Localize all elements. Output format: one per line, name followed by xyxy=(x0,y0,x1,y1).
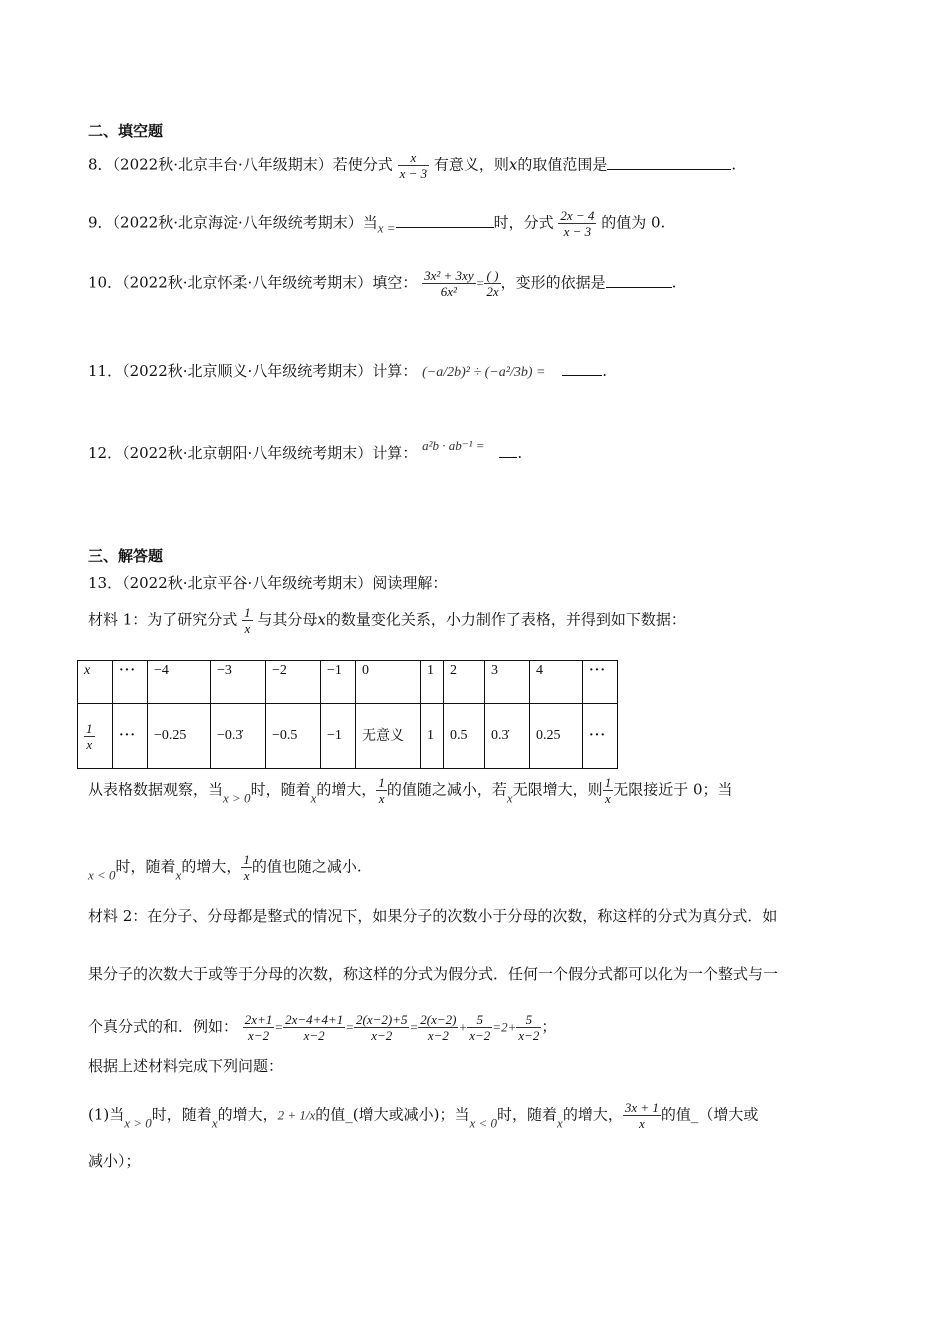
q9-text-3: 的值为 0. xyxy=(601,213,666,232)
table-cell: −0.3̇ xyxy=(211,704,266,769)
m2-eq: = xyxy=(409,1019,419,1035)
question-8 xyxy=(88,150,736,181)
m2-fraction: $\frac{2(x-2)}{x-2}$ xyxy=(420,1012,457,1043)
table-cell: 0.25 xyxy=(530,704,583,769)
data-table xyxy=(77,660,618,769)
obs-var: x xyxy=(175,867,182,883)
q13-number: 13． xyxy=(88,574,123,592)
table-row-x xyxy=(78,661,618,704)
q11-source: （2022秋·北京顺义·八年级统考期末） xyxy=(122,362,373,380)
p1-text: 的值_（增大或 xyxy=(660,1105,759,1124)
m2-fraction: $\frac{5}{x-2}$ xyxy=(518,1012,540,1043)
q10-right-fraction: $\frac{( )}{2x}$ xyxy=(486,268,499,299)
q12-text-1: 计算： xyxy=(372,444,418,462)
q9-text-2: 时，分式 xyxy=(493,213,554,232)
table-cell: ··· xyxy=(583,704,618,769)
section-title-answer: 三、解答题 xyxy=(88,547,164,565)
q11-number: 11． xyxy=(88,362,123,380)
table-cell: 0 xyxy=(356,661,421,704)
m1-text-3: 的数量变化关系，小力制作了表格，并得到如下数据： xyxy=(325,610,686,629)
m2-plus: + xyxy=(507,1019,517,1035)
table-cell: −4 xyxy=(148,661,211,704)
q13-text: 阅读理解： xyxy=(372,574,448,592)
p1-text: 的值_(增大或减小)；当 xyxy=(315,1105,470,1124)
m2-two: 2 xyxy=(501,1019,508,1035)
m2-fraction: $\frac{5}{x-2}$ xyxy=(469,1012,491,1043)
material-2-line-2: 果分子的次数大于或等于分母的次数，称这样的分式为假分式．任何一个假分式都可以化为一个整式与一 xyxy=(88,965,779,983)
observation-line-2 xyxy=(88,852,362,884)
table-cell: 1 xyxy=(421,661,444,704)
obs-condition: x > 0 xyxy=(223,790,251,806)
q9-answer-blank[interactable] xyxy=(396,227,494,228)
q11-end: . xyxy=(602,362,608,380)
m1-var: x xyxy=(317,610,326,629)
part-1-line-2: 减小）； xyxy=(88,1152,141,1170)
obs-text: 无限增大，则 xyxy=(512,780,603,799)
q10-answer-blank[interactable] xyxy=(606,287,672,288)
table-cell: ··· xyxy=(583,661,618,704)
table-head-fraction: $\frac{1}{x}$ xyxy=(86,720,93,752)
table-cell: −1 xyxy=(321,661,356,704)
obs-text: 的值随之减小，若 xyxy=(386,780,507,799)
table-cell: −0.5 xyxy=(266,704,321,769)
q11-text-1: 计算： xyxy=(372,362,418,380)
p1-text: 时，随着 xyxy=(497,1105,558,1124)
q8-number: 8． xyxy=(88,155,113,174)
table-cell: 0.5 xyxy=(444,704,485,769)
obs-text: 时，随着 xyxy=(115,857,176,876)
m2-fraction: $\frac{2(x-2)+5}{x-2}$ xyxy=(356,1012,408,1043)
q8-answer-blank[interactable] xyxy=(607,169,731,170)
q8-text-1: 若使分式 xyxy=(332,155,393,174)
p1-text: 的增大， xyxy=(562,1105,623,1124)
m2-semicolon: ； xyxy=(541,1017,557,1036)
obs-text: 的值也随之减小. xyxy=(251,857,362,876)
m2-fraction: $\frac{2x+1}{x-2}$ xyxy=(244,1012,273,1043)
q9-source: （2022秋·北京海淀·八年级统考期末） xyxy=(112,213,363,232)
table-cell: 3 xyxy=(485,661,530,704)
q13-source: （2022秋·北京平谷·八年级统考期末） xyxy=(122,574,373,592)
p1-expression: 2 + 1/x xyxy=(277,1107,316,1123)
m2-eq: = xyxy=(492,1019,502,1035)
instructions: 根据上述材料完成下列问题： xyxy=(88,1057,284,1075)
q9-fraction: $\frac{2x - 4}{x - 3}$ xyxy=(560,208,595,239)
q8-end: . xyxy=(731,155,737,174)
q10-left-fraction: $\frac{\text{3x² + 3xy}}{\text{6x²}}$ xyxy=(424,268,474,299)
table-cell: −3 xyxy=(211,661,266,704)
q12-number: 12． xyxy=(88,444,123,462)
material-2-line-1: 材料 2：在分子、分母都是整式的情况下，如果分子的次数小于分母的次数，称这样的分式为真分式．如 xyxy=(88,907,778,925)
p1-condition: x < 0 xyxy=(469,1115,498,1131)
p1-condition: x > 0 xyxy=(124,1115,152,1131)
q10-number: 10． xyxy=(88,273,123,292)
m2-plus: + xyxy=(458,1019,468,1035)
part-1-line-1 xyxy=(88,1100,758,1132)
m2-eq: = xyxy=(274,1019,284,1035)
q11-answer-blank[interactable] xyxy=(562,375,602,376)
material-1 xyxy=(88,605,686,636)
q8-fraction: $\frac{x}{x - 3}$ xyxy=(399,150,428,181)
q12-expression: a²b · ab⁻¹ = xyxy=(422,438,485,453)
obs-var: x xyxy=(310,790,317,806)
table-cell xyxy=(78,704,113,769)
question-12 xyxy=(88,438,522,463)
p1-var: x xyxy=(557,1115,563,1131)
obs-fraction: $\frac{1}{x}$ xyxy=(604,775,612,806)
q12-end: . xyxy=(517,444,523,462)
q9-x-equals: x = xyxy=(377,220,396,236)
q8-var: x xyxy=(508,155,518,174)
obs-var: x xyxy=(506,790,513,806)
q10-equals: = xyxy=(475,275,485,291)
m2-fraction: $\frac{2x-4+4+1}{x-2}$ xyxy=(285,1012,344,1043)
p1-fraction: $\frac{3x + 1}{x}$ xyxy=(624,1100,659,1131)
p1-text: 时，随着 xyxy=(151,1105,212,1124)
m2-text: 个真分式的和．例如： xyxy=(88,1017,239,1036)
table-cell: x xyxy=(78,661,113,704)
q10-text-1: 填空： xyxy=(372,273,418,292)
observation-line-1 xyxy=(88,775,733,807)
q8-text-2: 有意义，则 xyxy=(433,155,509,174)
m1-text-1: 材料 1：为了研究分式 xyxy=(88,610,238,629)
question-11 xyxy=(88,360,607,381)
q8-source: （2022秋·北京丰台·八年级期末） xyxy=(112,155,333,174)
obs-text: 从表格数据观察，当 xyxy=(88,780,224,799)
q10-end: . xyxy=(671,273,677,292)
q12-answer-blank[interactable] xyxy=(499,457,517,458)
m2-eq: = xyxy=(345,1019,354,1035)
m1-text-2: 与其分母 xyxy=(257,610,318,629)
p1-var: x xyxy=(211,1115,218,1131)
question-13 xyxy=(88,572,447,593)
q12-source: （2022秋·北京朝阳·八年级统考期末） xyxy=(122,444,373,462)
p1-text: (1)当 xyxy=(88,1105,125,1124)
table-cell: −2 xyxy=(266,661,321,704)
question-9 xyxy=(88,208,665,239)
question-10 xyxy=(88,268,676,299)
q10-text-2: ，变形的依据是 xyxy=(500,273,606,292)
obs-fraction: $\frac{1}{x}$ xyxy=(378,775,385,806)
q10-source: （2022秋·北京怀柔·八年级统考期末） xyxy=(122,273,373,292)
table-cell: 无意义 xyxy=(356,704,421,769)
p1-text: 的增大， xyxy=(217,1105,278,1124)
table-cell: −0.25 xyxy=(148,704,211,769)
material-2-line-3 xyxy=(88,1012,556,1043)
m1-fraction: $\frac{1}{x}$ xyxy=(244,605,251,636)
section-title-fill: 二、填空题 xyxy=(88,122,164,140)
table-cell: −1 xyxy=(321,704,356,769)
table-cell: ··· xyxy=(113,704,148,769)
q9-number: 9． xyxy=(88,213,113,232)
table-row-reciprocal xyxy=(78,704,618,769)
table-cell: 0.3̇ xyxy=(485,704,530,769)
obs-condition: x < 0 xyxy=(88,867,116,883)
obs-text: 无限接近于 0；当 xyxy=(613,780,733,799)
q11-expression: (−a/2b)² ÷ (−a²/3b) = xyxy=(422,365,546,380)
table-cell: 1 xyxy=(421,704,444,769)
obs-text: 的增大， xyxy=(181,857,242,876)
table-cell: 4 xyxy=(530,661,583,704)
q9-text-1: 当 xyxy=(362,213,378,232)
obs-fraction: $\frac{1}{x}$ xyxy=(243,852,250,883)
table-cell: 2 xyxy=(444,661,485,704)
obs-text: 时，随着 xyxy=(250,780,311,799)
table-cell: ··· xyxy=(113,661,148,704)
obs-text: 的增大， xyxy=(316,780,377,799)
q8-text-3: 的取值范围是 xyxy=(517,155,608,174)
